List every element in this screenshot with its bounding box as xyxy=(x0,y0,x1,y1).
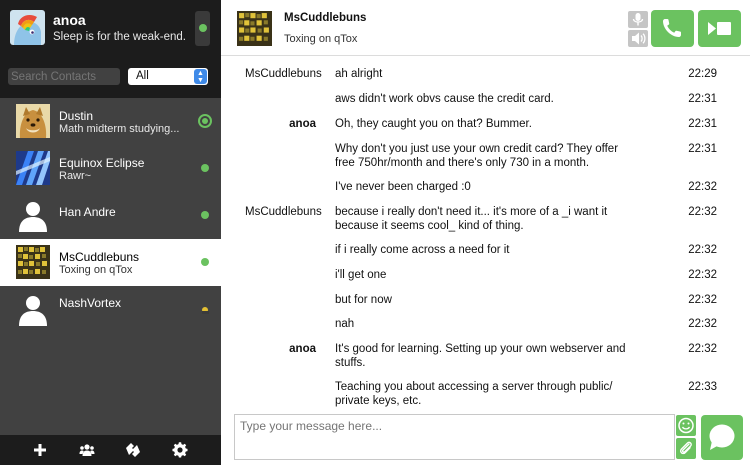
search-bar xyxy=(0,56,221,98)
message-input[interactable] xyxy=(234,414,675,460)
emoji-button[interactable] xyxy=(676,415,696,436)
speaker-icon xyxy=(628,30,648,47)
contact-item-han-andre[interactable] xyxy=(0,192,221,239)
message-text: nah xyxy=(335,318,355,330)
add-friend-icon xyxy=(32,442,48,458)
message-time: 22:32 xyxy=(688,244,717,256)
phone-icon xyxy=(651,10,694,47)
default-user-avatar-icon xyxy=(16,198,50,232)
search-contacts-input[interactable] xyxy=(8,68,120,85)
message-time: 22:33 xyxy=(688,381,717,393)
contact-name: Equinox Eclipse xyxy=(59,156,145,170)
contact-avatar xyxy=(16,198,50,232)
self-avatar[interactable] xyxy=(10,10,45,45)
abstract-avatar-icon xyxy=(16,151,50,185)
contact-status-message: Toxing on qTox xyxy=(59,264,133,276)
self-status-button[interactable] xyxy=(195,11,210,46)
message-time: 22:32 xyxy=(688,318,717,330)
contacts-sidebar xyxy=(0,0,221,465)
audio-call-button[interactable] xyxy=(651,10,694,47)
self-status-message[interactable]: Sleep is for the weak-end. xyxy=(53,31,186,43)
contact-item-equinox-eclipse[interactable] xyxy=(0,145,221,192)
smiley-icon xyxy=(676,415,696,436)
message-text: ah alright xyxy=(335,68,383,80)
message-text: if i really come across a need for it xyxy=(335,244,510,256)
message-time: 22:32 xyxy=(688,269,717,281)
pixel-art-avatar-icon xyxy=(16,245,50,279)
filter-selected-value: All xyxy=(136,70,149,82)
default-user-avatar-icon xyxy=(16,292,50,326)
message-time: 22:32 xyxy=(688,181,717,193)
chat-contact-avatar[interactable] xyxy=(237,11,272,46)
contact-avatar xyxy=(16,151,50,185)
rainbow-pony-avatar-icon xyxy=(10,10,45,45)
online-status-icon xyxy=(199,24,207,32)
message-text: i'll get one xyxy=(335,269,387,281)
message-text: Why don't you just use your own credit card? They offer free 750hr/month and there's only 730 in a month. xyxy=(335,143,619,169)
video-call-button[interactable] xyxy=(698,10,741,47)
contact-avatar xyxy=(16,292,50,326)
contact-filter-select[interactable] xyxy=(128,68,208,85)
online-notification-status-icon xyxy=(198,114,212,128)
message-text: Teaching you about accessing a server through public/ private keys, etc. xyxy=(335,381,613,407)
file-transfers-button[interactable] xyxy=(125,442,141,458)
message-time: 22:31 xyxy=(688,118,717,130)
settings-gear-icon xyxy=(172,442,188,458)
message-text: I've never been charged :0 xyxy=(335,181,471,193)
sidebar-toolbar xyxy=(0,435,221,465)
message-author: MsCuddlebuns xyxy=(245,68,322,80)
speech-bubble-icon xyxy=(701,415,743,460)
online-status-icon xyxy=(201,211,209,219)
paperclip-icon xyxy=(676,438,696,459)
message-text: aws didn't work obvs cause the credit card. xyxy=(335,93,554,105)
doge-avatar-icon xyxy=(16,104,50,138)
contact-status-message: Rawr~ xyxy=(59,170,92,182)
online-status-icon xyxy=(201,258,209,266)
send-button[interactable] xyxy=(701,415,743,460)
contact-item-mscuddlebuns[interactable] xyxy=(0,239,221,286)
message-author: MsCuddlebuns xyxy=(245,206,322,218)
message-time: 22:29 xyxy=(688,68,717,80)
contact-name: MsCuddlebuns xyxy=(59,250,140,264)
contact-item-dustin[interactable] xyxy=(0,98,221,145)
message-author: anoa xyxy=(289,343,316,355)
microphone-icon xyxy=(628,11,648,28)
chat-header xyxy=(221,0,750,56)
contact-name: Dustin xyxy=(59,109,94,123)
online-status-icon xyxy=(201,164,209,172)
message-time: 22:31 xyxy=(688,143,717,155)
contact-status-message: Math midterm studying... xyxy=(59,123,180,135)
message-text: because i really don't need it... it's more of a _i want it because it seems cool_ kind of thing. xyxy=(335,206,608,232)
message-composer xyxy=(221,409,750,465)
message-log[interactable] xyxy=(221,57,750,409)
message-author: anoa xyxy=(289,118,316,130)
contact-avatar xyxy=(16,245,50,279)
chat-contact-status: Toxing on qTox xyxy=(284,33,358,45)
pixel-art-avatar-icon xyxy=(237,11,272,46)
video-camera-icon xyxy=(698,10,741,47)
group-chat-icon xyxy=(79,442,95,458)
chat-contact-name: MsCuddlebuns xyxy=(284,12,367,24)
message-time: 22:32 xyxy=(688,206,717,218)
message-text: It's good for learning. Setting up your own webserver and stuffs. xyxy=(335,343,626,369)
away-status-icon xyxy=(201,306,209,314)
volume-button[interactable] xyxy=(628,30,648,47)
attach-file-button[interactable] xyxy=(676,438,696,459)
contact-avatar xyxy=(16,104,50,138)
contact-name: NashVortex xyxy=(59,296,122,310)
message-text: Oh, they caught you on that? Bummer. xyxy=(335,118,532,130)
create-group-button[interactable] xyxy=(79,442,95,458)
self-profile xyxy=(0,0,221,56)
add-friend-button[interactable] xyxy=(32,442,48,458)
self-name[interactable]: anoa xyxy=(53,12,86,28)
message-text: but for now xyxy=(335,294,392,306)
select-arrows-icon: ▲ ▼ xyxy=(194,69,207,84)
contact-name: Han Andre xyxy=(59,205,116,219)
message-time: 22:31 xyxy=(688,93,717,105)
contact-item-nashvortex[interactable] xyxy=(0,286,221,333)
message-time: 22:32 xyxy=(688,343,717,355)
microphone-button[interactable] xyxy=(628,11,648,28)
file-transfer-icon xyxy=(125,442,141,458)
message-time: 22:32 xyxy=(688,294,717,306)
settings-button[interactable] xyxy=(172,442,188,458)
